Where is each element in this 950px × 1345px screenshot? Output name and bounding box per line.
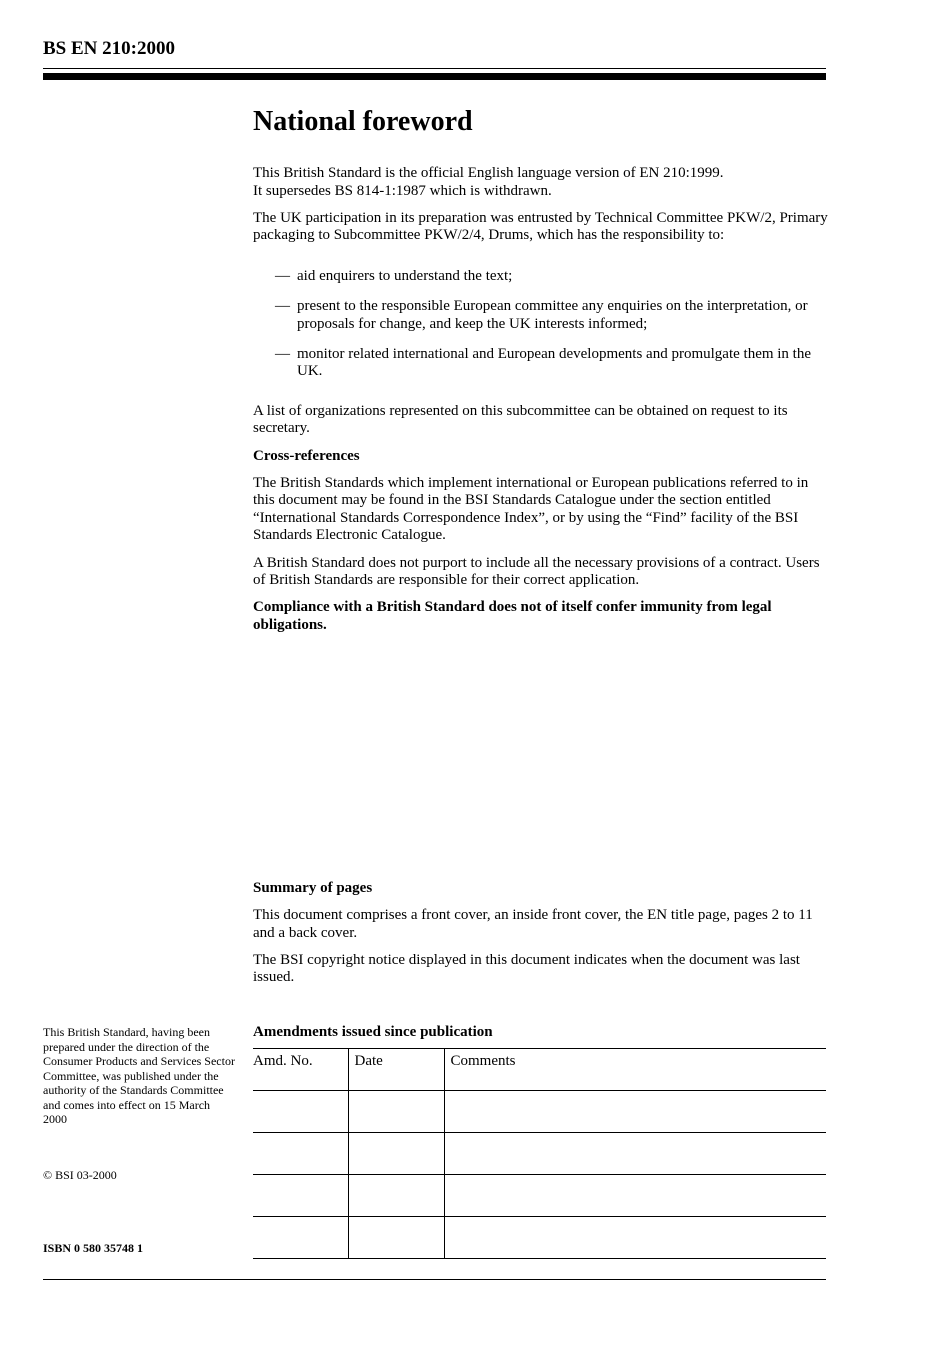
cross-references-paragraph: The British Standards which implement international or European publications referred to in this document may be found in the BSI Standards Catalogue under the section entitled “International Standards Correspondence Index”, or by using the “Find” facility of the BSI Standards Electronic Catalogue. — [253, 474, 809, 544]
intro-line-2: It supersedes BS 814-1:1987 which is withdrawn. — [253, 182, 552, 199]
publication-note: This British Standard, having been prepared under the direction of the Consumer Products and Services Sector Committee, was published under the authority of the Standards Committee and comes into effect on 15 March 2000 — [43, 1025, 235, 1126]
participation-paragraph: The UK participation in its preparation was entrusted by Technical Committee PKW/2, Primary packaging to Subcommittee PKW/2/4, Drums, which has the responsibility to: — [253, 209, 828, 244]
provisions-paragraph: A British Standard does not purport to include all the necessary provisions of a contract. Users of British Standards are responsible for their correct application. — [253, 554, 820, 589]
table-header-row — [253, 1049, 826, 1091]
table-cell — [348, 1175, 444, 1217]
column-header-amd-no: Amd. No. — [253, 1049, 348, 1091]
dash-marker: — — [275, 267, 290, 284]
dash-marker: — — [275, 345, 290, 362]
compliance-statement: Compliance with a British Standard does not of itself confer immunity from legal obligations. — [253, 599, 772, 633]
dash-marker: — — [275, 297, 290, 314]
table-row — [253, 1175, 826, 1217]
list-item — [253, 298, 828, 333]
table-cell — [253, 1217, 348, 1259]
table-cell — [253, 1091, 348, 1133]
page-title: National foreword — [253, 106, 473, 137]
table-cell — [348, 1133, 444, 1175]
list-item-text: monitor related international and European developments and promulgate them in the UK. — [297, 345, 812, 380]
table-cell — [444, 1091, 826, 1133]
amendments-table — [253, 1048, 826, 1259]
column-header-comments: Comments — [444, 1049, 826, 1091]
table-cell — [348, 1217, 444, 1259]
list-item — [253, 346, 828, 381]
table-row — [253, 1217, 826, 1259]
document-code: BS EN 210:2000 — [43, 38, 175, 59]
copyright-notice: © BSI 03-2000 — [43, 1168, 117, 1182]
summary-paragraph-2: The BSI copyright notice displayed in this document indicates when the document was last issued. — [253, 951, 800, 986]
isbn: ISBN 0 580 35748 1 — [43, 1241, 144, 1255]
header-rule-thin — [43, 68, 826, 69]
table-cell — [253, 1175, 348, 1217]
table-cell — [253, 1133, 348, 1175]
cross-references-heading: Cross-references — [253, 447, 360, 464]
list-item-text: present to the responsible European committee any enquiries on the interpretation, or proposals for change, and keep the UK interests informed; — [297, 297, 808, 332]
responsibility-list — [253, 268, 828, 381]
table-cell — [348, 1091, 444, 1133]
table-cell — [444, 1175, 826, 1217]
list-item-text: aid enquirers to understand the text; — [297, 267, 513, 284]
summary-heading: Summary of pages — [253, 880, 373, 896]
amendments-heading: Amendments issued since publication — [253, 1024, 493, 1040]
summary-section — [253, 880, 828, 996]
table-cell — [444, 1133, 826, 1175]
footer-rule — [43, 1279, 826, 1280]
column-header-date: Date — [348, 1049, 444, 1091]
foreword-body — [253, 165, 828, 644]
organizations-paragraph: A list of organizations represented on this subcommittee can be obtained on request to its secretary. — [253, 402, 788, 437]
header-rule-thick — [43, 73, 826, 80]
summary-paragraph-1: This document comprises a front cover, an inside front cover, the EN title page, pages 2 to 11 and a back cover. — [253, 907, 813, 941]
table-cell — [444, 1217, 826, 1259]
intro-line-1: This British Standard is the official English language version of EN 210:1999. — [253, 165, 724, 181]
list-item — [253, 268, 828, 286]
table-row — [253, 1091, 826, 1133]
table-row — [253, 1133, 826, 1175]
